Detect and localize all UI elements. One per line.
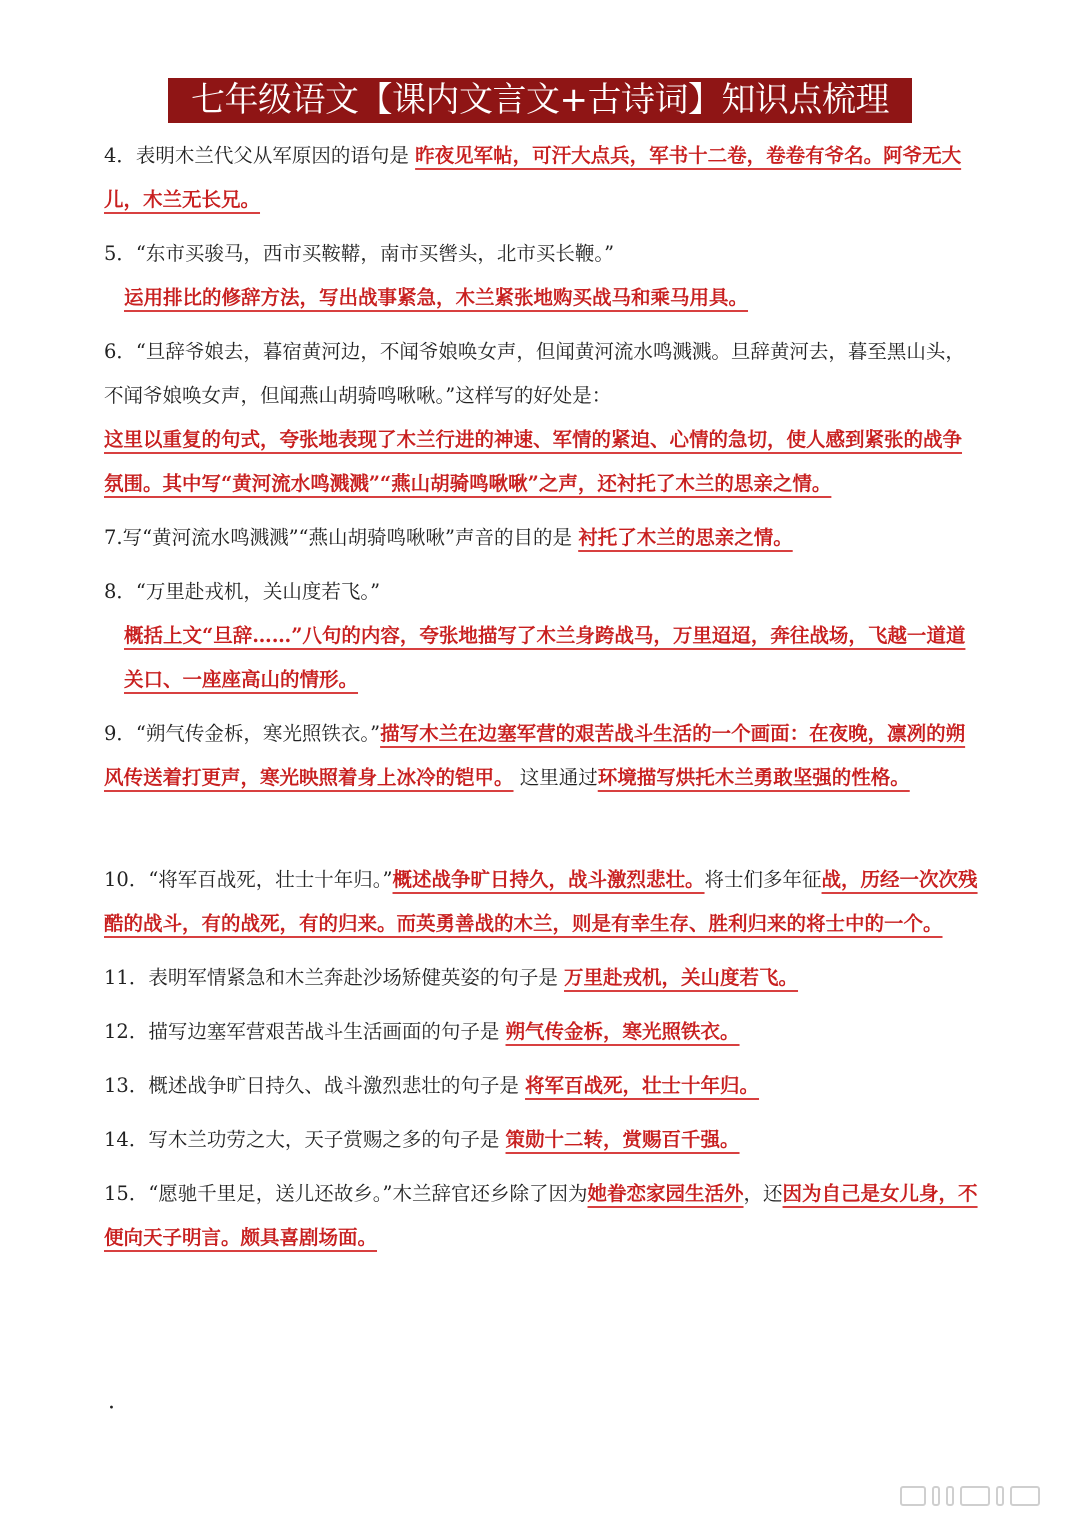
- answer-text: 描写木兰在边塞军营的艰苦战斗生活的一个画面：在夜晚，凛冽的朔风传送着打更声，寒光映照着身上冰冷的铠甲。: [104, 722, 966, 789]
- question-list: [104, 134, 978, 1270]
- answer-text: 概述战争旷日持久，战斗激烈悲壮。: [392, 868, 705, 891]
- answer-text: 策勋十二转，赏赐百千强。: [505, 1128, 740, 1151]
- question-text-continued: 这里通过: [519, 766, 598, 789]
- question-text: 15．“愿驰千里足，送儿还故乡。”木兰辞官还乡除了因为: [104, 1182, 588, 1205]
- answer-text: 概括上文“旦辞……”八句的内容，夸张地描写了木兰身跨战马，万里迢迢，奔往战场，飞越一道道关口、一座座高山的情形。: [124, 624, 966, 691]
- question-text-continued: ，还: [743, 1182, 783, 1205]
- answer-text: 她眷恋家园生活外: [587, 1182, 744, 1205]
- question-item-9: [104, 712, 978, 800]
- answer-text: 这里以重复的句式，夸张地表现了木兰行进的神速、军情的紧迫、心情的急切，使人感到紧张的战争氛围。其中写“黄河流水鸣溅溅”“燕山胡骑鸣啾啾”之声，还衬托了木兰的思亲之情。: [104, 428, 963, 495]
- answer-text: 昨夜见军帖，可汗大点兵，军书十二卷，卷卷有爷名。阿爷无大儿，木兰无长兄。: [104, 144, 962, 211]
- question-text: 7.写“黄河流水鸣溅溅”“燕山胡骑鸣啾啾”声音的目的是: [104, 526, 579, 549]
- answer-text-continued: 环境描写烘托木兰勇敢坚强的性格。: [597, 766, 910, 789]
- question-item-12: [104, 1010, 978, 1054]
- question-text: 8．“万里赴戎机，关山度若飞。”: [104, 580, 381, 603]
- page-title: 七年级语文【课内文言文+古诗词】知识点梳理: [168, 78, 912, 123]
- question-text: 14．写木兰功劳之大，天子赏赐之多的句子是: [104, 1128, 506, 1151]
- question-text: 5．“东市买骏马，西市买鞍鞯，南市买辔头，北市买长鞭。”: [104, 242, 615, 265]
- answer-text: 运用排比的修辞方法，写出战事紧急，木兰紧张地购买战马和乘马用具。: [124, 286, 749, 309]
- question-item-11: [104, 956, 978, 1000]
- question-item-7: [104, 516, 978, 560]
- answer-text: 将军百战死，壮士十年归。: [525, 1074, 760, 1097]
- watermark-block-icon: [1010, 1486, 1040, 1506]
- watermark-block-icon: [900, 1486, 926, 1506]
- watermark-logo: [900, 1486, 1050, 1508]
- trailing-mark: ·: [108, 1396, 115, 1421]
- question-text: 4．表明木兰代父从军原因的语句是: [104, 144, 416, 167]
- answer-text-continued: 因为自己是女儿身，不便向天子明言。颇具喜剧场面。: [104, 1182, 978, 1249]
- watermark-bar-icon: [996, 1486, 1004, 1506]
- watermark-bar-icon: [946, 1486, 954, 1506]
- answer-text: 衬托了木兰的思亲之情。: [578, 526, 793, 549]
- question-item-6: [104, 330, 978, 506]
- question-text: 13．概述战争旷日持久、战斗激烈悲壮的句子是: [104, 1074, 526, 1097]
- answer-text: 万里赴戎机，关山度若飞。: [564, 966, 799, 989]
- question-item-5: [104, 232, 978, 320]
- question-text: 11．表明军情紧急和木兰奔赴沙场矫健英姿的句子是: [104, 966, 565, 989]
- question-item-8: [104, 570, 978, 702]
- question-text-continued: 将士们多年征: [704, 868, 822, 891]
- question-text: 10．“将军百战死，壮士十年归。”: [104, 868, 393, 891]
- answer-block: [104, 614, 978, 702]
- question-item-15: [104, 1172, 978, 1260]
- question-text: 9．“朔气传金柝，寒光照铁衣。”: [104, 722, 381, 745]
- answer-text-continued: 战，历经一次次残酷的战斗，有的战死，有的归来。而英勇善战的木兰，则是有幸生存、胜利归来的将士中的一个。: [104, 868, 978, 935]
- question-item-13: [104, 1064, 978, 1108]
- watermark-bar-icon: [932, 1486, 940, 1506]
- question-item-4: [104, 134, 978, 222]
- answer-block: [104, 276, 978, 320]
- answer-text: 朔气传金柝，寒光照铁衣。: [505, 1020, 740, 1043]
- question-text: 12．描写边塞军营艰苦战斗生活画面的句子是: [104, 1020, 506, 1043]
- question-text: 6．“旦辞爷娘去，暮宿黄河边，不闻爷娘唤女声，但闻黄河流水鸣溅溅。旦辞黄河去，暮至黑山头，不闻爷娘唤女声，但闻燕山胡骑鸣啾啾。”这样写的好处是：: [104, 340, 965, 407]
- watermark-block-icon: [960, 1486, 990, 1506]
- question-item-14: [104, 1118, 978, 1162]
- question-item-10: [104, 858, 978, 946]
